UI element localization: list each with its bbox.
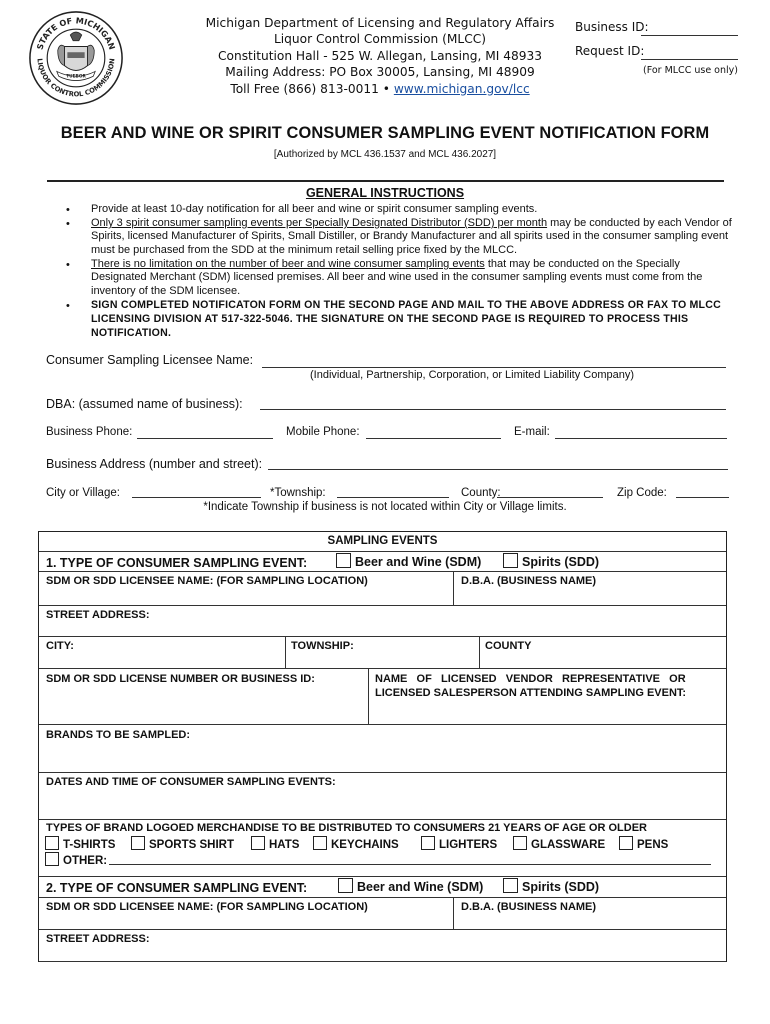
instruction-2-rest: may be conducted by each Vendor of Spirits, licensed Manufacturer of Spirits, Small Distiller, or Brandy Manufacturer and all spirits used in the consumer sampling event must be purchased from the SDD at the minimum retail selling price fixed by the MLCC. xyxy=(91,217,732,256)
event2-street-label: STREET ADDRESS: xyxy=(46,933,150,945)
merch-tshirts-checkbox[interactable] xyxy=(45,836,59,850)
agency-separator: • xyxy=(382,81,390,96)
email-label: E-mail: xyxy=(514,426,550,438)
event2-beer-wine-checkbox[interactable] xyxy=(338,878,353,893)
table-rule xyxy=(39,605,726,606)
event1-spirits-label: Spirits (SDD) xyxy=(522,555,600,569)
request-id-label: Request ID: xyxy=(575,44,645,58)
dba-line[interactable] xyxy=(260,409,726,410)
event1-township-label: TOWNSHIP: xyxy=(291,640,354,652)
business-phone-line[interactable] xyxy=(137,438,273,439)
table-rule xyxy=(39,897,726,898)
event1-type-label: 1. TYPE OF CONSUMER SAMPLING EVENT: xyxy=(46,556,308,570)
table-divider xyxy=(285,636,286,669)
merch-other-label: OTHER: xyxy=(63,855,108,867)
office-use-note: (For MLCC use only) xyxy=(643,65,738,76)
agency-line-3: Constitution Hall - 525 W. Allegan, Lansing, MI 48933 xyxy=(218,48,542,63)
city-line[interactable] xyxy=(132,497,261,498)
merch-lighters-label: LIGHTERS xyxy=(439,839,498,851)
seal-top-text: STATE OF MICHIGAN xyxy=(34,15,118,51)
event2-spirits-option[interactable] xyxy=(503,878,599,894)
merch-lighters-option[interactable] xyxy=(421,836,497,851)
agency-line-4: Mailing Address: PO Box 30005, Lansing, MI 48909 xyxy=(225,65,535,80)
event2-sdm-name-label: SDM OR SDD LICENSEE NAME: (FOR SAMPLING LOCATION) xyxy=(46,901,368,913)
business-id-line[interactable] xyxy=(641,35,738,36)
dba-label: DBA: (assumed name of business): xyxy=(46,397,243,411)
instruction-4: SIGN COMPLETED NOTIFICATON FORM ON THE SECOND PAGE AND MAIL TO THE ABOVE ADDRESS OR FAX TO MLCC LICENSING DIVISION AT 517-322-5046. THE SIGNATURE ON THE SECOND PAGE IS REQUIRED TO PROCESS THIS NOTIFICATION. xyxy=(91,299,721,339)
agency-header xyxy=(200,15,560,97)
merch-tshirts-label: T-SHIRTS xyxy=(63,839,116,851)
licensee-name-label: Consumer Sampling Licensee Name: xyxy=(46,353,254,367)
merch-sports-label: SPORTS SHIRT xyxy=(149,839,234,851)
township-line[interactable] xyxy=(337,497,449,498)
seal-motto: TUEBOR xyxy=(66,74,86,80)
sampling-events-heading: SAMPLING EVENTS xyxy=(327,535,438,547)
table-rule xyxy=(39,819,726,820)
business-phone-label: Business Phone: xyxy=(46,426,133,438)
form-authority: [Authorized by MCL 436.1537 and MCL 436.2027] xyxy=(273,149,497,160)
event2-spirits-checkbox[interactable] xyxy=(503,878,518,893)
event1-dba-label: D.B.A. (BUSINESS NAME) xyxy=(461,575,597,587)
agency-contact xyxy=(200,81,560,97)
bullet-3: • xyxy=(66,259,70,271)
mobile-phone-line[interactable] xyxy=(366,438,501,439)
table-rule xyxy=(39,961,726,962)
table-rule xyxy=(39,668,726,669)
event1-spirits-option[interactable] xyxy=(503,553,599,569)
bullet-2: • xyxy=(66,218,70,230)
event1-spirits-checkbox[interactable] xyxy=(503,553,518,568)
event2-beer-wine-option[interactable] xyxy=(338,878,483,894)
merch-keychains-label: KEYCHAINS xyxy=(331,839,399,851)
merch-pens-label: PENS xyxy=(637,839,669,851)
event1-merch-label: TYPES OF BRAND LOGOED MERCHANDISE TO BE DISTRIBUTED TO CONSUMERS 21 YEARS OF AGE OR OLDER xyxy=(46,822,647,834)
agency-line-1: Michigan Department of Licensing and Regulatory Affairs xyxy=(205,16,555,30)
table-rule xyxy=(39,929,726,930)
merch-other-line[interactable] xyxy=(109,864,711,865)
event1-license-number-label: SDM OR SDD LICENSE NUMBER OR BUSINESS ID: xyxy=(46,673,315,685)
event1-dates-label: DATES AND TIME OF CONSUMER SAMPLING EVENTS: xyxy=(46,776,336,788)
merch-sports-checkbox[interactable] xyxy=(131,836,145,850)
instructions-heading: GENERAL INSTRUCTIONS xyxy=(305,186,465,200)
event1-county-label: COUNTY xyxy=(485,640,532,652)
merch-pens-option[interactable] xyxy=(619,836,668,851)
licensee-name-line[interactable] xyxy=(262,367,726,368)
request-id-line[interactable] xyxy=(641,59,738,60)
michigan-seal-icon xyxy=(28,10,124,106)
business-address-label: Business Address (number and street): xyxy=(46,457,263,471)
email-line[interactable] xyxy=(555,438,727,439)
table-divider xyxy=(368,668,369,725)
event1-street-label: STREET ADDRESS: xyxy=(46,609,150,621)
event1-city-label: CITY: xyxy=(46,640,74,652)
merch-lighters-checkbox[interactable] xyxy=(421,836,435,850)
zip-line[interactable] xyxy=(676,497,729,498)
event1-sdm-name-label: SDM OR SDD LICENSEE NAME: (FOR SAMPLING LOCATION) xyxy=(46,575,368,587)
table-rule xyxy=(39,724,726,725)
event2-dba-label: D.B.A. (BUSINESS NAME) xyxy=(461,901,597,913)
merch-pens-checkbox[interactable] xyxy=(619,836,633,850)
instruction-3-rest: that may be conducted on the Specially Designated Merchant (SDM) licensed premises. All beer and wine used in the consumer sampling events must come from the inventory of the SDM licensee. xyxy=(91,258,703,297)
merch-glassware-checkbox[interactable] xyxy=(513,836,527,850)
zip-label: Zip Code: xyxy=(617,487,667,499)
event1-beer-wine-label: Beer and Wine (SDM) xyxy=(355,555,482,569)
mobile-phone-label: Mobile Phone: xyxy=(286,426,360,438)
merch-hats-checkbox[interactable] xyxy=(251,836,265,850)
instruction-2 xyxy=(91,217,733,257)
business-id-label: Business ID: xyxy=(575,20,649,34)
merch-hats-label: HATS xyxy=(269,839,300,851)
sampling-events-table xyxy=(38,531,727,962)
event2-spirits-label: Spirits (SDD) xyxy=(522,880,600,894)
merch-hats-option[interactable] xyxy=(251,836,299,851)
event1-beer-wine-option[interactable] xyxy=(336,553,481,569)
event1-brands-label: BRANDS TO BE SAMPLED: xyxy=(46,729,191,741)
event1-vendor-rep-label-2: LICENSED SALESPERSON ATTENDING SAMPLING EVENT: xyxy=(375,687,687,699)
table-divider xyxy=(479,636,480,669)
table-divider xyxy=(453,897,454,930)
bullet-1: • xyxy=(66,204,70,216)
instruction-1: Provide at least 10-day notification for all beer and wine or spirit consumer sampling events. xyxy=(91,203,538,215)
event2-beer-wine-label: Beer and Wine (SDM) xyxy=(357,880,484,894)
merch-glassware-option[interactable] xyxy=(513,836,605,851)
county-line[interactable] xyxy=(497,497,603,498)
event2-type-label: 2. TYPE OF CONSUMER SAMPLING EVENT: xyxy=(46,881,308,895)
table-rule xyxy=(39,876,726,877)
merch-other-option[interactable] xyxy=(45,852,107,867)
instruction-3 xyxy=(91,258,733,298)
township-note: *Indicate Township if business is not located within City or Village limits. xyxy=(203,501,567,513)
merch-sports-option[interactable] xyxy=(131,836,234,851)
event1-vendor-rep-label: NAME OF LICENSED VENDOR REPRESENTATIVE OR xyxy=(375,673,686,685)
merch-glassware-label: GLASSWARE xyxy=(531,839,606,851)
agency-phone: Toll Free (866) 813-0011 xyxy=(230,81,379,96)
agency-website-link[interactable]: www.michigan.gov/lcc xyxy=(393,81,530,96)
event1-beer-wine-checkbox[interactable] xyxy=(336,553,351,568)
title-divider xyxy=(47,180,724,182)
table-rule xyxy=(39,636,726,637)
merch-keychains-option[interactable] xyxy=(313,836,399,851)
form-title: BEER AND WINE OR SPIRIT CONSUMER SAMPLING EVENT NOTIFICATION FORM xyxy=(60,124,710,142)
instruction-2-underlined: Only 3 spirit consumer sampling events per Specially Designated Distributor (SDD) per month xyxy=(91,217,548,229)
seal-bottom-text: LIQUOR CONTROL COMMISSION xyxy=(35,57,117,99)
table-divider xyxy=(453,571,454,606)
table-rule xyxy=(39,571,726,572)
licensee-name-hint: (Individual, Partnership, Corporation, or Limited Liability Company) xyxy=(310,369,635,381)
table-rule xyxy=(39,772,726,773)
bullet-4: • xyxy=(66,300,70,312)
business-address-line[interactable] xyxy=(268,469,728,470)
merch-keychains-checkbox[interactable] xyxy=(313,836,327,850)
city-label: City or Village: xyxy=(46,487,120,499)
table-rule xyxy=(39,551,726,552)
county-label: County: xyxy=(461,487,501,499)
agency-line-2: Liquor Control Commission (MLCC) xyxy=(274,32,486,47)
merch-other-checkbox[interactable] xyxy=(45,852,59,866)
township-label: *Township: xyxy=(270,487,326,499)
merch-tshirts-option[interactable] xyxy=(45,836,115,851)
instruction-3-underlined: There is no limitation on the number of beer and wine consumer sampling events xyxy=(91,258,485,270)
